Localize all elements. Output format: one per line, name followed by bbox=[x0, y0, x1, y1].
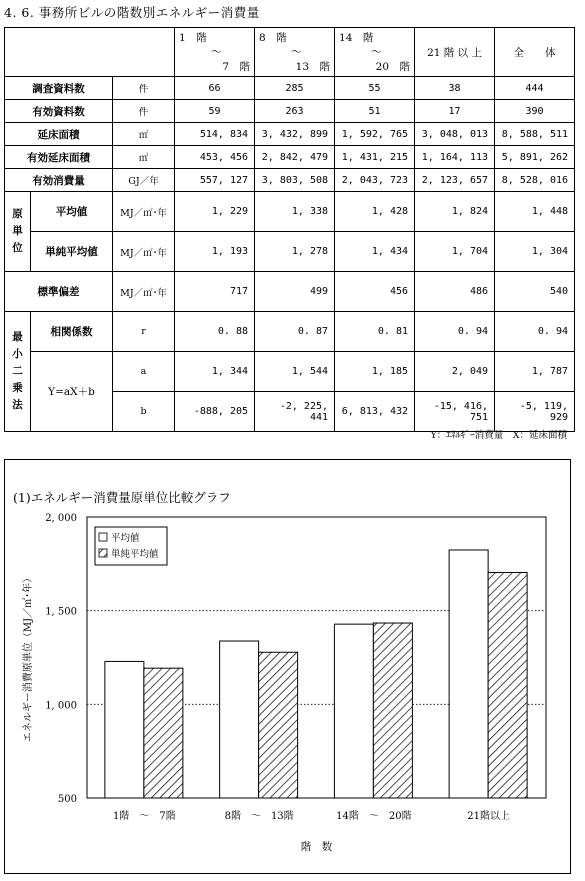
y-tick-label: 1, 500 bbox=[45, 606, 77, 618]
header-corner bbox=[5, 28, 175, 77]
cell: 1, 704 bbox=[415, 232, 495, 272]
chart-title: (1)エネルギー消費量原単位比較グラフ bbox=[13, 490, 231, 505]
row-label: 有効延床面積 bbox=[5, 146, 113, 169]
legend-label: 単純平均値 bbox=[111, 549, 159, 560]
y-axis-label: エネルギー消費原単位（MJ／㎡･年） bbox=[23, 572, 34, 743]
cell: 51 bbox=[335, 100, 415, 123]
cell: 1, 229 bbox=[175, 192, 255, 232]
cell: 486 bbox=[415, 272, 495, 312]
row-label: 単純平均値 bbox=[31, 232, 113, 272]
cell: 6, 813, 432 bbox=[335, 392, 415, 432]
chart-frame bbox=[4, 459, 571, 874]
legend-swatch-average bbox=[99, 533, 107, 541]
header-col-1-to: 7 階 bbox=[222, 61, 251, 73]
row-unit: ㎡ bbox=[113, 146, 175, 169]
cell: 1, 787 bbox=[495, 352, 575, 392]
cell: 557, 127 bbox=[175, 169, 255, 192]
row-unit: GJ／年 bbox=[113, 169, 175, 192]
header-col-1-from: 1 階 bbox=[179, 32, 207, 44]
x-tick-label: 21階以上 bbox=[467, 811, 510, 822]
header-col-3-from: 14 階 bbox=[339, 32, 374, 44]
cell: 8, 588, 511 bbox=[495, 123, 575, 146]
cell: 1, 304 bbox=[495, 232, 575, 272]
header-col-3-tilde: ～ bbox=[371, 46, 382, 58]
row-unit: b bbox=[113, 392, 175, 432]
cell: 1, 448 bbox=[495, 192, 575, 232]
row-label: 調査資料数 bbox=[5, 77, 113, 100]
cell: -5, 119, 929 bbox=[495, 392, 575, 432]
cell: 8, 528, 016 bbox=[495, 169, 575, 192]
y-tick-label: 2, 000 bbox=[45, 513, 77, 524]
energy-table bbox=[4, 27, 575, 432]
x-tick-label: 14階 ～ 20階 bbox=[336, 811, 412, 822]
cell: 717 bbox=[175, 272, 255, 312]
cell: 456 bbox=[335, 272, 415, 312]
cell: 285 bbox=[255, 77, 335, 100]
row-unit: 件 bbox=[113, 77, 175, 100]
row-coef-a bbox=[5, 352, 575, 392]
header-col-3-to: 20 階 bbox=[375, 61, 411, 73]
row-unit: MJ／㎡･年 bbox=[113, 192, 175, 232]
cell: 2, 049 bbox=[415, 352, 495, 392]
page-title: 4. 6. 事務所ビルの階数別エネルギー消費量 bbox=[4, 5, 260, 20]
x-axis-label: 階 数 bbox=[300, 841, 333, 853]
bar-average bbox=[334, 624, 373, 798]
header-col-1-tilde: ～ bbox=[211, 46, 222, 58]
cell: 5, 891, 262 bbox=[495, 146, 575, 169]
bar-simple-average bbox=[373, 623, 412, 798]
cell: 453, 456 bbox=[175, 146, 255, 169]
row-survey bbox=[5, 77, 575, 100]
header-col-4-label: 21 階 以 上 bbox=[427, 46, 482, 59]
cell: 1, 193 bbox=[175, 232, 255, 272]
bar-average bbox=[105, 661, 144, 798]
header-col-2-from: 8 階 bbox=[259, 32, 287, 44]
cell: 2, 043, 723 bbox=[335, 169, 415, 192]
row-average bbox=[5, 192, 575, 232]
cell: 1, 824 bbox=[415, 192, 495, 232]
x-tick-label: 8階 ～ 13階 bbox=[224, 811, 294, 822]
row-unit: r bbox=[113, 312, 175, 352]
row-unit: a bbox=[113, 352, 175, 392]
x-tick-label: 1階 ～ 7階 bbox=[113, 811, 176, 822]
row-label: 延床面積 bbox=[5, 123, 113, 146]
cell: -2, 225, 441 bbox=[255, 392, 335, 432]
bar-simple-average bbox=[488, 572, 527, 798]
cell: 66 bbox=[175, 77, 255, 100]
cell: 1, 344 bbox=[175, 352, 255, 392]
bar-chart bbox=[5, 460, 570, 873]
bar-simple-average bbox=[144, 668, 183, 798]
cell: 3, 803, 508 bbox=[255, 169, 335, 192]
group-label-unit bbox=[5, 192, 31, 272]
cell: 263 bbox=[255, 100, 335, 123]
cell: 0. 94 bbox=[495, 312, 575, 352]
cell: 55 bbox=[335, 77, 415, 100]
bar-simple-average bbox=[259, 652, 298, 798]
header-col-4 bbox=[415, 28, 495, 77]
group-label-lsq bbox=[5, 312, 31, 432]
cell: 444 bbox=[495, 77, 575, 100]
y-tick-label: 500 bbox=[57, 794, 77, 805]
cell: 1, 592, 765 bbox=[335, 123, 415, 146]
cell: 1, 428 bbox=[335, 192, 415, 232]
row-label: 標準偏差 bbox=[5, 272, 113, 312]
row-unit: 件 bbox=[113, 100, 175, 123]
cell: 59 bbox=[175, 100, 255, 123]
row-valid bbox=[5, 100, 575, 123]
y-tick-label: 1, 000 bbox=[45, 700, 77, 712]
cell: 540 bbox=[495, 272, 575, 312]
header-col-2-to: 13 階 bbox=[295, 61, 331, 73]
cell: 38 bbox=[415, 77, 495, 100]
cell: 2, 842, 479 bbox=[255, 146, 335, 169]
cell: 0. 94 bbox=[415, 312, 495, 352]
cell: 1, 164, 113 bbox=[415, 146, 495, 169]
bar-average bbox=[449, 550, 488, 798]
header-col-5 bbox=[495, 28, 575, 77]
cell: 1, 544 bbox=[255, 352, 335, 392]
cell: 1, 338 bbox=[255, 192, 335, 232]
cell: -15, 416, 751 bbox=[415, 392, 495, 432]
header-col-2-tilde: ～ bbox=[291, 46, 302, 58]
cell: 1, 185 bbox=[335, 352, 415, 392]
cell: 1, 431, 215 bbox=[335, 146, 415, 169]
row-valid-energy bbox=[5, 169, 575, 192]
cell: 0. 88 bbox=[175, 312, 255, 352]
cell: 390 bbox=[495, 100, 575, 123]
legend-swatch-simple-average bbox=[99, 549, 107, 557]
bar-average bbox=[220, 641, 259, 798]
header-col-5-label: 全 体 bbox=[513, 46, 556, 59]
cell: 17 bbox=[415, 100, 495, 123]
header-col-2 bbox=[255, 28, 335, 77]
formula-label: Y=aX＋b bbox=[31, 352, 113, 432]
header-col-1 bbox=[175, 28, 255, 77]
cell: 514, 834 bbox=[175, 123, 255, 146]
group-label-text: 最小二乗法 bbox=[12, 331, 23, 411]
row-floor-area bbox=[5, 123, 575, 146]
row-label: 平均値 bbox=[31, 192, 113, 232]
row-unit: MJ／㎡･年 bbox=[113, 232, 175, 272]
cell: 3, 432, 899 bbox=[255, 123, 335, 146]
group-label-text: 原単位 bbox=[12, 208, 23, 254]
row-unit: ㎡ bbox=[113, 123, 175, 146]
row-simple-average bbox=[5, 232, 575, 272]
cell: 2, 123, 657 bbox=[415, 169, 495, 192]
table-note: Y：ｴﾈﾙｷﾞｰ消費量 X：延床面積 bbox=[430, 430, 567, 441]
cell: 3, 048, 013 bbox=[415, 123, 495, 146]
row-label: 有効資料数 bbox=[5, 100, 113, 123]
row-stddev bbox=[5, 272, 575, 312]
row-correlation bbox=[5, 312, 575, 352]
cell: 0. 81 bbox=[335, 312, 415, 352]
header-col-3 bbox=[335, 28, 415, 77]
row-label: 有効消費量 bbox=[5, 169, 113, 192]
row-label: 相関係数 bbox=[31, 312, 113, 352]
cell: 1, 434 bbox=[335, 232, 415, 272]
cell: 0. 87 bbox=[255, 312, 335, 352]
row-valid-floor-area bbox=[5, 146, 575, 169]
row-unit: MJ／㎡･年 bbox=[113, 272, 175, 312]
cell: -888, 205 bbox=[175, 392, 255, 432]
cell: 1, 278 bbox=[255, 232, 335, 272]
legend-label: 平均値 bbox=[111, 533, 140, 544]
cell: 499 bbox=[255, 272, 335, 312]
header-row bbox=[5, 28, 575, 77]
